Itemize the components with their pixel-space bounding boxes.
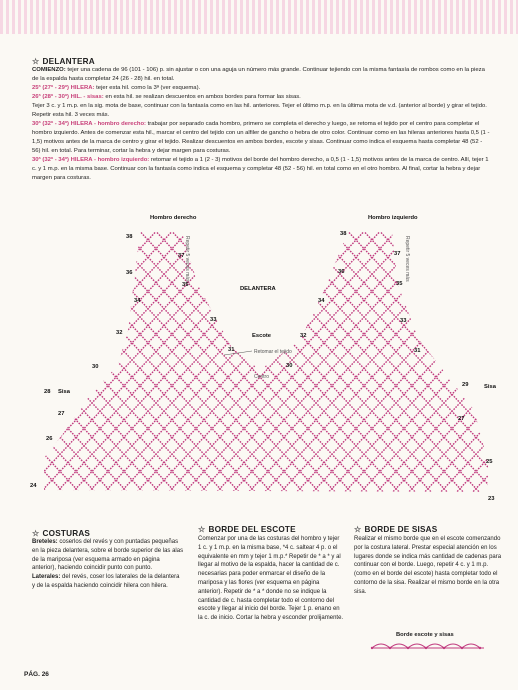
stitch-line: [0, 210, 64, 510]
stitch-line: [488, 210, 518, 510]
stitch-line: [0, 210, 99, 510]
stitch-line: [488, 210, 518, 510]
escote-text: [198, 535, 344, 623]
stitch-line: [0, 210, 80, 510]
instruction-line: 30ª (32ª - 34ª) HILERA - hombro derecho: trabajar por separado cada hombro, primero se completa el derecho y luego, se retoma el tejido por el centro para completar el hombro izquierdo. Antes de comenzar esta hil., marcar el centro del tejido con un alfiler de gancho o hebra de otro color. Continuar como en las hileras anteriores hasta 0,5 (1 - 1,5) motivos antes de la marca de centro y girar el tejido. Realizar descuentos en ambos bordes, escote y sisas. Continuar como indica el esquema hasta completar 48 (52 - 56) hil. en total. Para terminar, cortar la hebra y dejar margen para costuras.: [32, 121, 490, 154]
row-number: 24: [30, 483, 37, 489]
stitch-line: [216, 210, 496, 510]
stitch-line: [184, 210, 464, 510]
stitch-line: [152, 210, 432, 510]
row-number: 37: [178, 253, 185, 259]
row-number: 27: [58, 411, 65, 417]
row-number: 25: [486, 459, 493, 465]
edge-diagram-label: Borde escote y sisas: [396, 632, 454, 638]
row-number: 33: [400, 318, 407, 324]
neckline-label: Escote: [252, 333, 272, 339]
sisas-text: [354, 535, 504, 597]
row-number: 28: [44, 389, 51, 395]
stitch-line: [200, 210, 480, 510]
front-center-title: DELANTERA: [240, 286, 276, 292]
stitch-line: [360, 210, 518, 510]
shoulder-left-label: Hombro izquierdo: [368, 215, 418, 221]
stitch-line: [0, 210, 128, 510]
repeat-note-left: Repetir 5 veces más: [404, 236, 410, 282]
stitch-line: [472, 210, 518, 510]
stitch-line: [72, 210, 352, 510]
sisas-paragraph: Realizar el mismo borde que en el escote comenzando por la costura lateral. Prestar especial atención en los lugares donde se indica más cantidad de cadenas para continuar con el borde. Luego, repetir 4 c. y 1 m.p. (como en el borde del escote) hasta completar todo el contorno de la sisa. Realizar el mismo borde en la otra sisa.: [354, 536, 502, 595]
row-number: 33: [210, 317, 217, 323]
stitch-line: [248, 210, 518, 510]
row-number: 26: [46, 436, 53, 442]
stitch-line: [88, 210, 368, 510]
stitch-line: [0, 210, 144, 510]
stitch-line: [248, 210, 518, 510]
stitch-line: [0, 210, 32, 510]
repeat-note-right: Repetir 5 veces más: [184, 236, 190, 282]
stitch-line: [0, 210, 48, 510]
stitch-line: [120, 210, 400, 510]
instruction-line: 30ª (32ª - 34ª) HILERA - hombro izquierdo: retomar el tejido a 1 (2 - 3) motivos del borde del hombro derecho, a 0,5 (1 - 1,5) motivos antes de la marca de centro. Allí, tejer 1 c. y 1 m.p. en la misma base. Continuar con la fantasía como indica el esquema y completar 48 (52 - 56) hil. en total como en el otro hombro. Al final, cortar la hebra y dejar margen para costuras.: [32, 157, 489, 181]
edge-stitch-diagram: [368, 640, 488, 656]
row-number: 34: [318, 298, 325, 304]
escote-paragraph: Comenzar por una de las costuras del hombro y tejer 1 c. y 1 m.p. en la misma base, *4 c. saltear 4 p. o el equivalente en mm y tejer 1 m.p.* Repetir de * a * y al llegar al motivo de la espalda, hacer la cantidad de c. necesarias para poder enmarcar el diseño de la mariposa y las flores (ver esquema en página anterior). Repetir de * a * donde no se indique la cantidad de c. hasta completar todo el contorno del escote y llegar al inicio del borde. Tejer 1 p. enano en la c. de inicio. Cortar la hebra y esconder prolijamente.: [198, 536, 344, 622]
stitch-mesh: [0, 210, 518, 510]
stitch-line: [0, 210, 256, 510]
sisas-title: ☆ BORDE DE SISAS: [354, 525, 438, 534]
center-label: Centro: [254, 374, 270, 380]
row-number: 23: [488, 496, 495, 502]
row-number: 30: [92, 364, 99, 370]
stitch-line: [0, 210, 208, 510]
costuras-text: [32, 538, 184, 591]
stitch-line: [440, 210, 518, 510]
stitch-line: [0, 210, 208, 510]
stitch-line: [56, 210, 336, 510]
stitch-line: [0, 210, 80, 510]
stitch-line: [0, 210, 48, 510]
stitch-line: [120, 210, 400, 510]
row-number: 36: [126, 270, 133, 276]
stitch-line: [0, 210, 64, 510]
stitch-line: [0, 210, 240, 510]
stitch-line: [0, 210, 144, 510]
seams-straps: Breteles: coserlos del revés y con puntadas pequeñas en la pieza delantera, sobre el borde superior de las alas de la mariposa (ver esquema armado en página anterior), haciendo coincidir punto con punto.: [32, 539, 184, 572]
delantera-title: ☆ DELANTERA: [32, 57, 95, 66]
stitch-line: [0, 210, 272, 510]
stitch-line: [104, 210, 384, 510]
armhole-left-label: Sisa: [58, 389, 70, 395]
row-number: 35: [182, 282, 189, 288]
stitch-line: [408, 210, 518, 510]
stitch-line: [0, 210, 272, 510]
instruction-line: COMIENZO: tejer una cadena de 96 (101 - 106) p. sin ajustar o con una aguja un número más grande. Continuar tejiendo con la misma fantasía de rombos como en la pieza de la espalda hasta completar 24 (26 - 28) hil. en total.: [32, 67, 485, 82]
stitch-line: [0, 210, 112, 510]
stitch-line: [456, 210, 518, 510]
crochet-chart: [0, 210, 518, 510]
stitch-line: [0, 210, 160, 510]
stitch-line: [0, 210, 112, 510]
row-number: 30: [286, 363, 293, 369]
stitch-line: [8, 210, 288, 510]
stitch-line: [472, 210, 518, 510]
stitch-line: [424, 210, 518, 510]
stitch-line: [456, 210, 518, 510]
page-number: PÁG. 26: [24, 671, 49, 678]
stitch-line: [264, 210, 518, 510]
row-number: 34: [134, 298, 141, 304]
stitch-line: [0, 210, 16, 510]
instruction-line: 26ª (28ª - 30ª) HIL. - sisas: en esta hil. se realizan descuentos en ambos bordes para formar las sisas.: [32, 94, 301, 100]
stitch-line: [312, 210, 518, 510]
costuras-title: ☆ COSTURAS: [32, 529, 91, 538]
stitch-line: [440, 210, 518, 510]
stitch-line: [264, 210, 518, 510]
star-icon: ☆: [198, 525, 206, 534]
stitch-line: [0, 210, 160, 510]
stitch-line: [0, 210, 16, 510]
row-number: 38: [126, 234, 133, 240]
star-icon: ☆: [32, 57, 40, 66]
row-number: 35: [396, 281, 403, 287]
decorative-stripe: [0, 0, 518, 34]
instruction-line: 25ª (27ª - 29ª) HILERA: tejer esta hil. como la 3ª (ver esquema).: [32, 85, 201, 91]
stitch-line: [424, 210, 518, 510]
stitch-line: [232, 210, 512, 510]
escote-title: ☆ BORDE DEL ESCOTE: [198, 525, 296, 534]
stitch-line: [0, 210, 256, 510]
stitch-line: [408, 210, 518, 510]
row-number: 31: [414, 348, 421, 354]
row-number: 32: [116, 330, 123, 336]
stitch-line: [24, 210, 307, 510]
instruction-line: Tejer 3 c. y 1 m.p. en la sig. mota de base, continuar con la fantasía como en las hil. anteriores. Tejer el último m.p. en la última mota de v.d. (anterior al borde) y girar el tejido. Repetir esta hil. 3 veces más.: [32, 103, 487, 118]
row-number: 32: [300, 333, 307, 339]
resume-note: Retomar el tejido: [254, 349, 292, 355]
row-number: 29: [462, 382, 469, 388]
stitch-line: [0, 210, 99, 510]
row-number: 31: [228, 347, 235, 353]
star-icon: ☆: [354, 525, 362, 534]
delantera-instructions: [32, 66, 492, 183]
stitch-line: [0, 210, 128, 510]
star-icon: ☆: [32, 529, 40, 538]
shoulder-right-label: Hombro derecho: [150, 215, 197, 221]
stitch-line: [0, 210, 32, 510]
stitch-line: [504, 210, 518, 510]
stitch-line: [0, 210, 240, 510]
row-number: 37: [394, 251, 401, 257]
row-number: 27: [458, 416, 465, 422]
stitch-line: [312, 210, 518, 510]
stitch-line: [360, 210, 518, 510]
row-number: 36: [338, 269, 345, 275]
armhole-right-label: Sisa: [484, 384, 496, 390]
row-number: 38: [340, 231, 347, 237]
seams-sides: Laterales: del revés, coser los laterales de la delantera y de la espalda haciendo coincidir hilera con hilera.: [32, 574, 180, 589]
stitch-line: [504, 210, 518, 510]
